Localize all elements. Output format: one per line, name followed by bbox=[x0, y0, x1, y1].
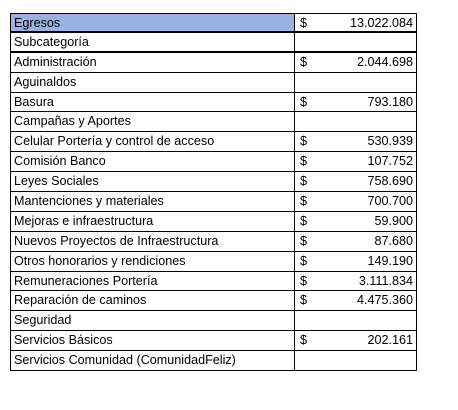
row-amount: 87.680 bbox=[374, 233, 413, 248]
row-amount-cell bbox=[295, 53, 417, 73]
table-row[interactable] bbox=[10, 311, 417, 331]
subcategory-label: Subcategoría bbox=[10, 33, 295, 53]
currency-symbol: $ bbox=[300, 54, 308, 69]
table-row[interactable] bbox=[10, 351, 417, 371]
table-body bbox=[10, 53, 417, 371]
row-amount-cell bbox=[295, 331, 417, 351]
currency-symbol: $ bbox=[300, 213, 308, 228]
row-amount-cell bbox=[295, 291, 417, 311]
row-amount-cell bbox=[295, 152, 417, 172]
table-row[interactable] bbox=[10, 93, 417, 113]
row-label: Celular Portería y control de acceso bbox=[10, 132, 295, 152]
total-amount: 13.022.084 bbox=[349, 16, 413, 30]
row-amount: 149.190 bbox=[367, 253, 413, 268]
table-row[interactable] bbox=[10, 192, 417, 212]
row-amount-cell bbox=[295, 212, 417, 232]
subcategory-amount-cell bbox=[295, 33, 417, 53]
currency-symbol: $ bbox=[300, 293, 308, 308]
header-amount-cell bbox=[295, 13, 417, 33]
row-label: Campañas y Aportes bbox=[10, 112, 295, 132]
row-amount: 2.044.698 bbox=[356, 54, 413, 69]
row-amount: 700.700 bbox=[367, 194, 413, 209]
expense-table bbox=[10, 13, 417, 371]
row-amount-cell bbox=[295, 112, 417, 132]
table-row[interactable] bbox=[10, 53, 417, 73]
table-row[interactable] bbox=[10, 212, 417, 232]
row-amount-cell bbox=[295, 192, 417, 212]
table-row[interactable] bbox=[10, 152, 417, 172]
table-row[interactable] bbox=[10, 73, 417, 93]
row-label: Mejoras e infraestructura bbox=[10, 212, 295, 232]
row-amount-cell bbox=[295, 93, 417, 113]
table-row[interactable] bbox=[10, 331, 417, 351]
currency-symbol: $ bbox=[300, 194, 308, 209]
row-label: Comisión Banco bbox=[10, 152, 295, 172]
row-amount: 59.900 bbox=[374, 213, 413, 228]
table-row[interactable] bbox=[10, 252, 417, 272]
table-row[interactable] bbox=[10, 132, 417, 152]
row-amount: 202.161 bbox=[367, 333, 413, 348]
row-amount: 3.111.834 bbox=[358, 273, 413, 288]
currency-symbol: $ bbox=[300, 273, 308, 288]
header-label: Egresos bbox=[10, 13, 295, 33]
row-label: Administración bbox=[10, 53, 295, 73]
table-row[interactable] bbox=[10, 232, 417, 252]
row-amount: 530.939 bbox=[367, 134, 413, 149]
row-label: Servicios Básicos bbox=[10, 331, 295, 351]
row-label: Leyes Sociales bbox=[10, 172, 295, 192]
row-amount-cell bbox=[295, 232, 417, 252]
table-row[interactable] bbox=[10, 112, 417, 132]
row-label: Seguridad bbox=[10, 311, 295, 331]
currency-symbol: $ bbox=[300, 154, 308, 169]
row-amount: 793.180 bbox=[367, 94, 413, 109]
table-header-row[interactable] bbox=[10, 13, 417, 33]
row-amount-cell bbox=[295, 351, 417, 371]
currency-symbol: $ bbox=[300, 94, 308, 109]
currency-symbol: $ bbox=[300, 233, 308, 248]
row-label: Remuneraciones Portería bbox=[10, 272, 295, 292]
currency-symbol: $ bbox=[300, 16, 308, 30]
row-amount-cell bbox=[295, 73, 417, 93]
row-amount: 4.475.360 bbox=[356, 293, 413, 308]
currency-symbol: $ bbox=[300, 134, 308, 149]
row-amount-cell bbox=[295, 172, 417, 192]
subcategory-header-row[interactable] bbox=[10, 33, 417, 53]
row-amount-cell bbox=[295, 132, 417, 152]
row-label: Aguinaldos bbox=[10, 73, 295, 93]
row-label: Reparación de caminos bbox=[10, 291, 295, 311]
currency-symbol: $ bbox=[300, 333, 308, 348]
row-label: Servicios Comunidad (ComunidadFeliz) bbox=[10, 351, 295, 371]
currency-symbol: $ bbox=[300, 253, 308, 268]
row-label: Mantenciones y materiales bbox=[10, 192, 295, 212]
table-row[interactable] bbox=[10, 172, 417, 192]
row-amount-cell bbox=[295, 272, 417, 292]
row-amount-cell bbox=[295, 252, 417, 272]
row-amount-cell bbox=[295, 311, 417, 331]
row-label: Basura bbox=[10, 93, 295, 113]
row-amount: 107.752 bbox=[367, 154, 413, 169]
table-row[interactable] bbox=[10, 291, 417, 311]
currency-symbol: $ bbox=[300, 174, 308, 189]
row-amount: 758.690 bbox=[367, 174, 413, 189]
table-row[interactable] bbox=[10, 272, 417, 292]
row-label: Otros honorarios y rendiciones bbox=[10, 252, 295, 272]
row-label: Nuevos Proyectos de Infraestructura bbox=[10, 232, 295, 252]
